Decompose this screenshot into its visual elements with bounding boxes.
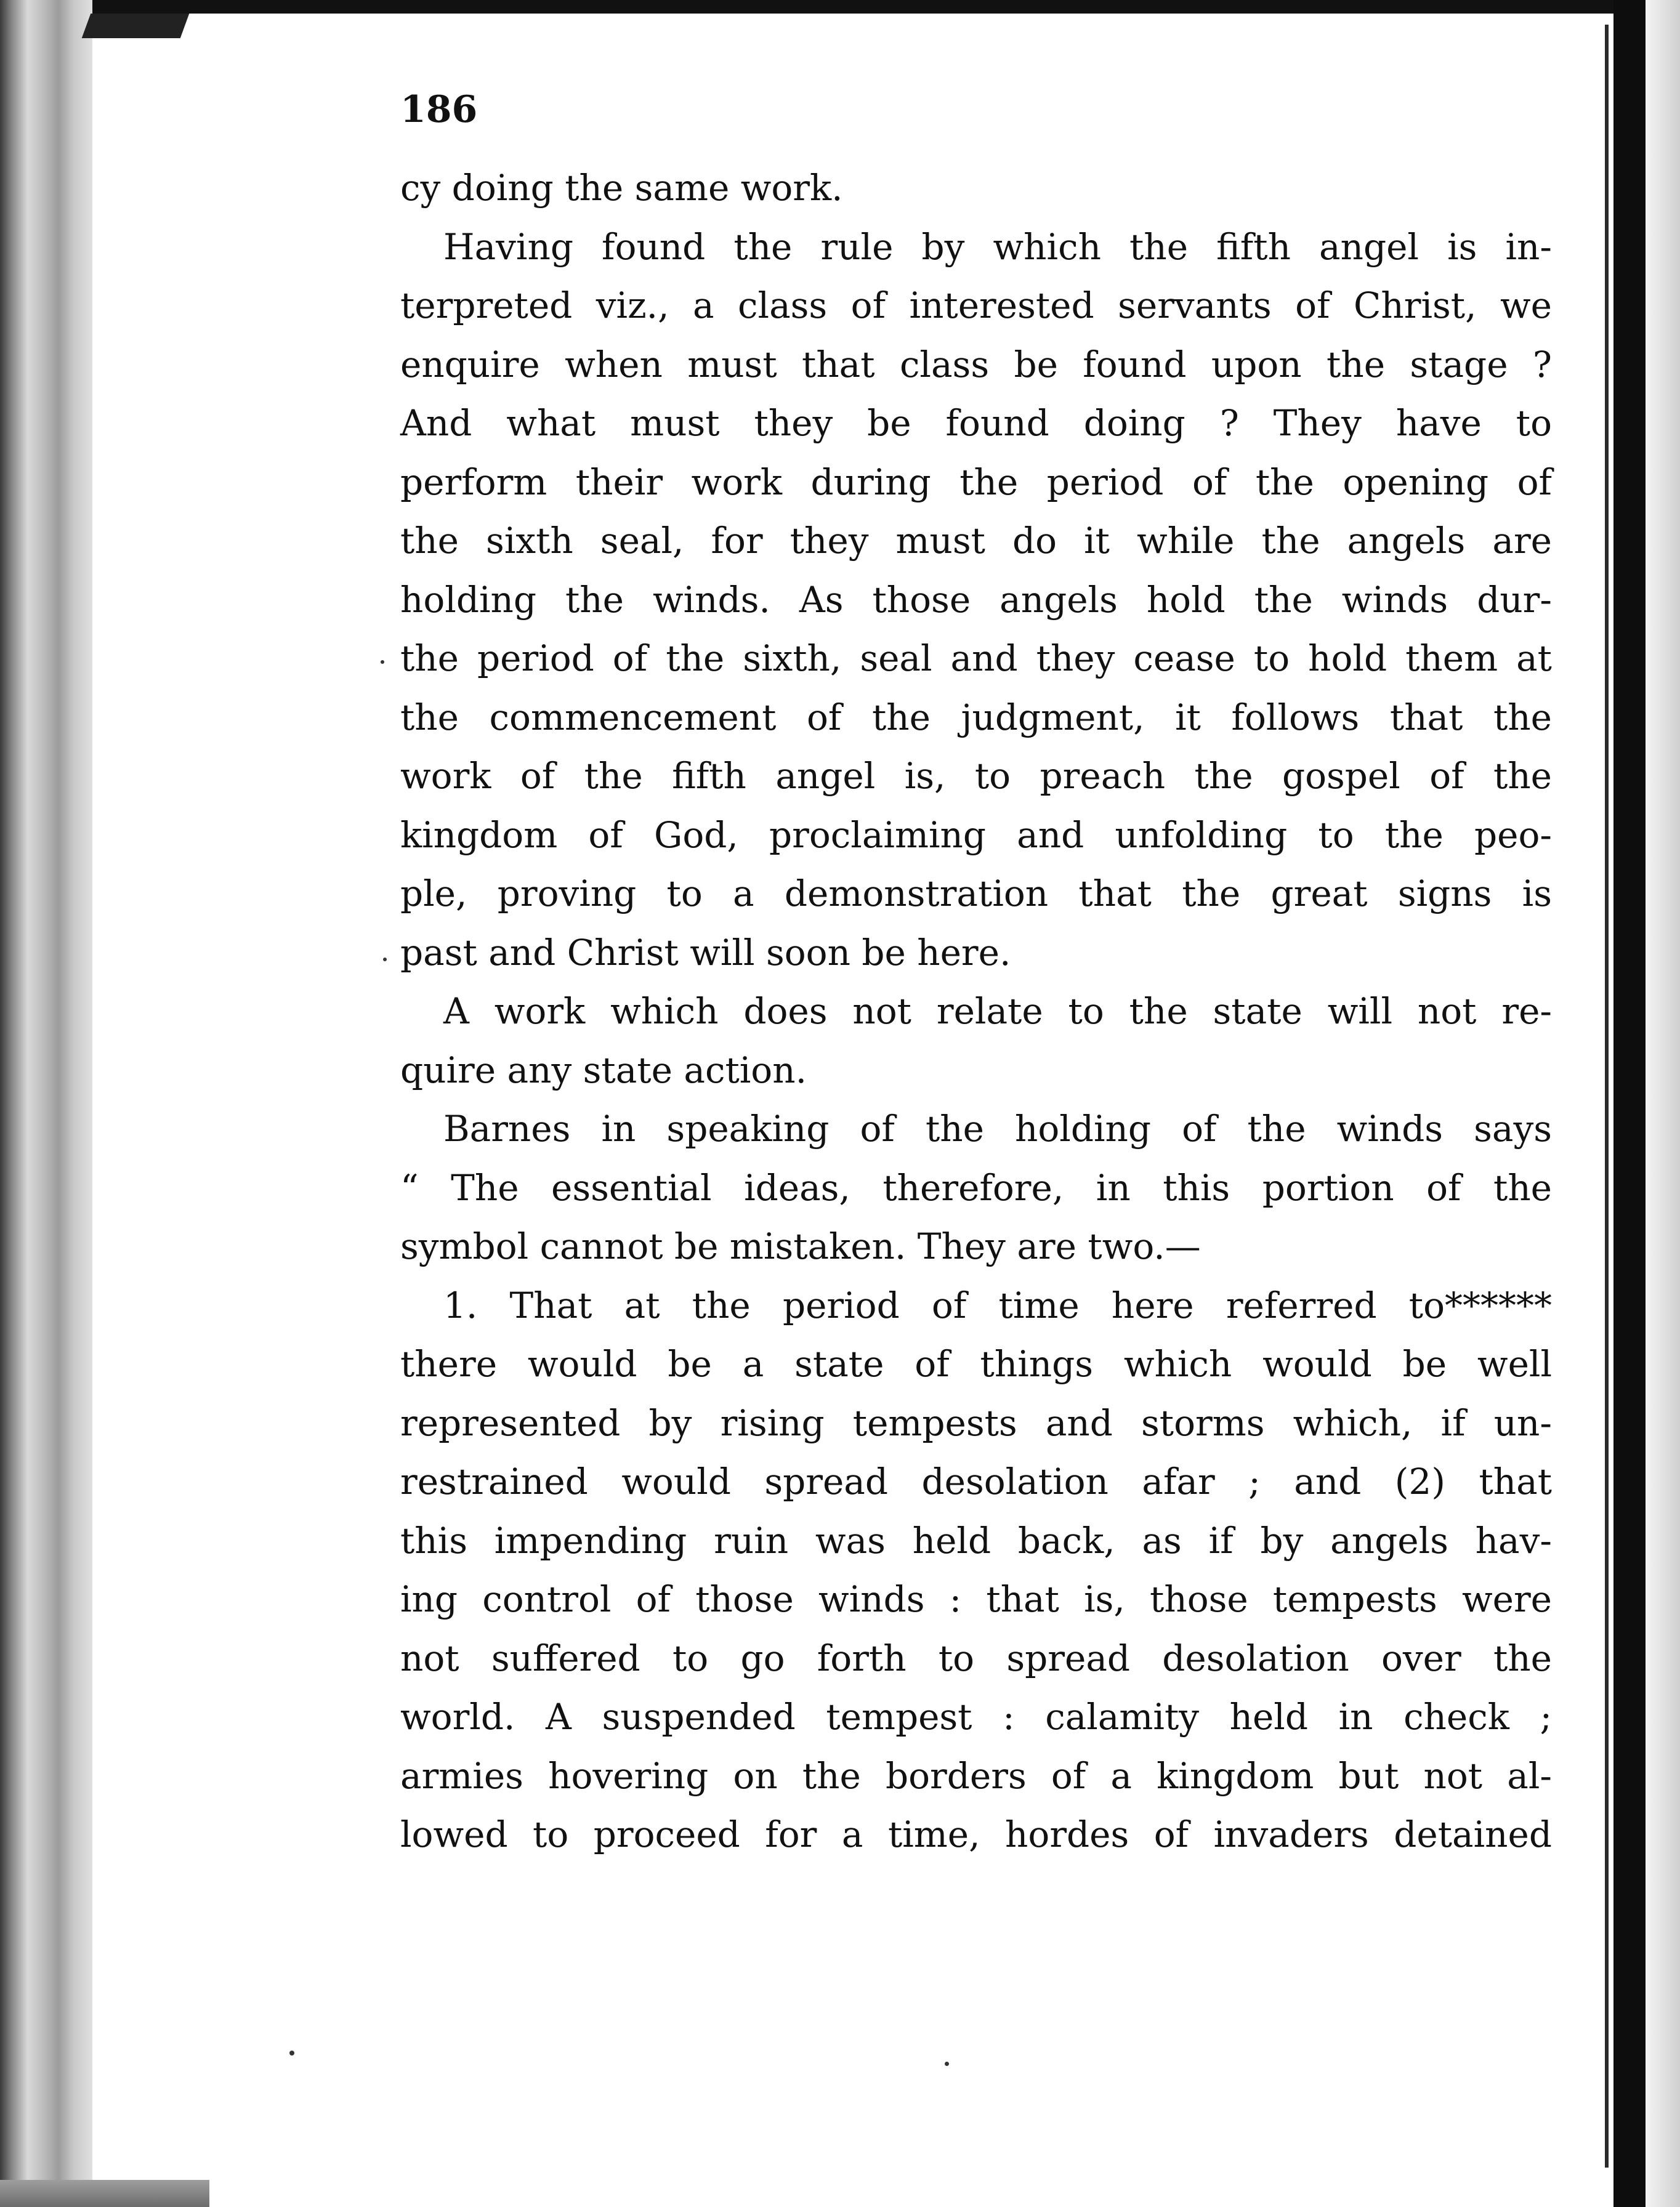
text-line: perform their work during the period of the opening of (400, 461, 1552, 503)
text-line: armies hovering on the borders of a kingdom but not al- (400, 1754, 1552, 1797)
text-line: represented by rising tempests and storms which, if un- (400, 1402, 1552, 1444)
text-line: A work which does not relate to the state will not re- (443, 990, 1552, 1032)
text-line: enquire when must that class be found upon the stage ? (400, 343, 1552, 385)
text-line: 1. That at the period of time here referred to****** (443, 1284, 1552, 1326)
text-line: there would be a state of things which would be well (400, 1343, 1552, 1385)
text-line: kingdom of God, proclaiming and unfolding to the peo- (400, 813, 1552, 856)
text-line: world. A suspended tempest : calamity held in check ; (400, 1696, 1552, 1738)
text-line: restrained would spread desolation afar ; and (2) that (400, 1461, 1552, 1503)
text-line: work of the fifth angel is, to preach the gospel of the (400, 755, 1552, 797)
scan-shadow-left (82, 14, 190, 38)
text-line: quire any state action. (400, 1049, 807, 1091)
text-line: And what must they be found doing ? They have to (400, 402, 1552, 444)
text-line: Having found the rule by which the fifth angel is in- (443, 225, 1552, 268)
text-line: this impending ruin was held back, as if by angels hav- (400, 1519, 1552, 1562)
facing-page-edge (1646, 0, 1680, 2207)
text-line: terpreted viz., a class of interested servants of Christ, we (400, 284, 1552, 326)
text-line: the period of the sixth, seal and they cease to hold them at (400, 637, 1552, 679)
text-line: “ The essential ideas, therefore, in this portion of the (400, 1166, 1552, 1209)
body-text (400, 159, 1552, 1865)
text-line: the sixth seal, for they must do it while the angels are (400, 520, 1552, 562)
text-line: ing control of those winds : that is, those tempests were (400, 1578, 1552, 1620)
text-line: ple, proving to a demonstration that the great signs is (400, 873, 1552, 914)
text-line: lowed to proceed for a time, hordes of invaders detained (400, 1814, 1552, 1855)
text-line: cy doing the same work. (400, 167, 843, 209)
book-gutter-right (1613, 0, 1646, 2207)
ink-speck (945, 2062, 949, 2066)
text-line: Barnes in speaking of the holding of the winds says (443, 1108, 1552, 1150)
text-line: symbol cannot be mistaken. They are two.— (400, 1225, 1201, 1267)
text-line: holding the winds. As those angels hold the winds dur- (400, 578, 1552, 621)
page-stack-edge-left (0, 0, 92, 2207)
gutter-line (1605, 25, 1609, 2168)
text-line: not suffered to go forth to spread desolation over the (400, 1637, 1552, 1679)
scan-top-border (0, 0, 1680, 14)
ink-speck (383, 958, 387, 961)
ink-speck (381, 660, 384, 664)
text-line: past and Christ will soon be here. (400, 931, 1011, 974)
ink-speck (289, 2051, 294, 2056)
text-line: the commencement of the judgment, it follows that the (400, 696, 1552, 738)
page-number: 186 (400, 88, 478, 131)
page-fold-bottom-left (0, 2180, 209, 2207)
